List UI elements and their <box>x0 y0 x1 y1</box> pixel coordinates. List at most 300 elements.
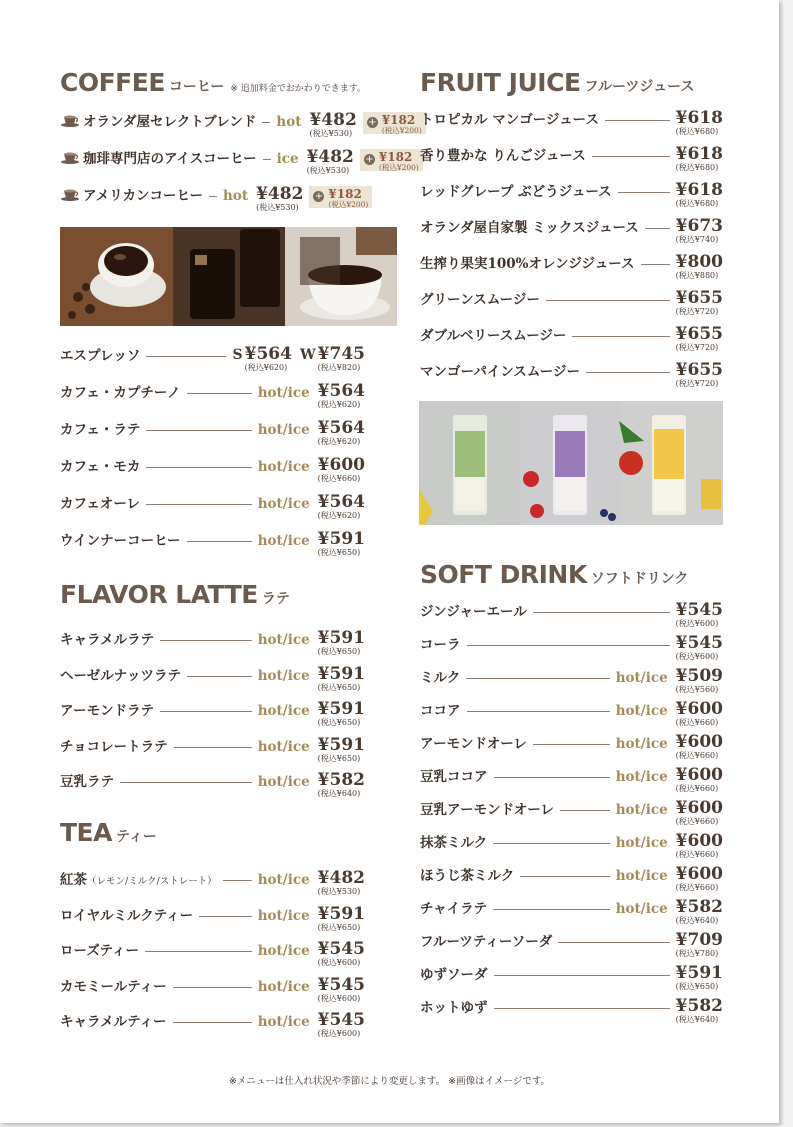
price-tax: (税込¥680) <box>675 199 719 208</box>
item-name-text: ミルク <box>420 670 461 686</box>
item-name <box>420 110 599 128</box>
item-name <box>60 870 217 890</box>
price-block <box>318 420 365 446</box>
price: ¥545 <box>675 633 723 653</box>
item-name <box>60 457 140 475</box>
item-name-text: ココア <box>420 703 461 719</box>
flavor-section-title <box>60 578 365 618</box>
price-block <box>676 218 723 244</box>
menu-item-row <box>60 701 365 737</box>
temperature-label: hot/ice <box>615 769 668 785</box>
menu-item-row <box>420 965 723 998</box>
menu-item-row <box>60 457 365 494</box>
coffee-photo <box>60 227 397 326</box>
price-tax: (税込¥650) <box>317 753 361 763</box>
smoothie-photo <box>419 401 723 525</box>
leader-line <box>605 120 670 121</box>
item-name <box>420 998 488 1016</box>
price-block <box>318 630 365 656</box>
temperature-label: hot/ice <box>615 868 668 884</box>
price: ¥591 <box>317 699 365 719</box>
price-tax: (税込¥650) <box>317 682 361 692</box>
price: ¥600 <box>317 455 365 475</box>
item-name <box>83 112 256 130</box>
item-name <box>420 602 527 620</box>
price-tax: (税込¥660) <box>675 784 719 793</box>
menu-item-row <box>60 903 365 942</box>
item-name-text: 豆乳アーモンドオーレ <box>420 802 554 818</box>
plus-icon: + <box>314 191 324 202</box>
item-name-text: ジンジャーエール <box>420 604 527 620</box>
leader-line <box>592 156 670 157</box>
leader-line <box>618 192 670 193</box>
item-name-text: キャラメルラテ <box>60 632 155 648</box>
item-name-text: カフェ・モカ <box>60 459 141 475</box>
price-tax: (税込¥740) <box>675 235 719 244</box>
price: ¥564 <box>317 492 365 512</box>
item-name <box>420 668 460 686</box>
item-name <box>420 734 527 752</box>
price-tax: (税込¥660) <box>675 718 719 727</box>
price-block <box>318 870 365 896</box>
coffee-refill-list <box>60 110 422 223</box>
price-block <box>676 254 723 280</box>
leader-line <box>160 711 252 712</box>
temperature-label: hot/ice <box>615 703 668 719</box>
price-tax: (税込¥620) <box>244 363 288 372</box>
price-tax: (税込¥530) <box>306 166 350 175</box>
item-name-text: オランダ屋自家製 ミックスジュース <box>420 220 639 236</box>
price-tax: (税込¥600) <box>675 619 719 628</box>
price: ¥591 <box>317 628 365 648</box>
price: ¥482 <box>309 110 357 130</box>
item-name <box>60 494 140 512</box>
menu-item-row <box>60 630 365 666</box>
menu-item-row <box>60 184 369 223</box>
espresso-row <box>60 346 365 383</box>
menu-item-row <box>60 772 365 808</box>
leader-line <box>493 909 610 910</box>
soft-title-jp: ソフトドリンク <box>590 571 689 587</box>
temperature-label: hot/ice <box>257 774 310 790</box>
leader-line <box>533 744 610 745</box>
item-name-text: チャイラテ <box>420 901 488 917</box>
price-tax: (税込¥560) <box>675 685 719 694</box>
item-name-text: オランダ屋セレクトブレンド <box>83 114 257 130</box>
price: ¥600 <box>675 699 723 719</box>
price-tax: (税込¥650) <box>317 548 361 557</box>
price-block <box>317 734 365 763</box>
price-block <box>676 701 723 727</box>
leader-line <box>146 430 251 431</box>
item-name-text: フルーツティーソーダ <box>420 934 553 950</box>
item-name-text: チョコレートラテ <box>60 738 168 755</box>
plus-icon: + <box>365 154 374 165</box>
price-tax: (税込¥600) <box>317 993 361 1003</box>
temperature-label: hot/ice <box>257 907 310 924</box>
price-tax: (税込¥880) <box>675 271 719 280</box>
refill-badge <box>360 149 423 171</box>
item-name <box>420 932 552 950</box>
price-block <box>676 800 723 826</box>
price-tax: (税込¥530) <box>317 887 361 896</box>
item-name-sub: （レモン/ミルク/ストレート） <box>87 876 217 887</box>
price-tax: (税込¥720) <box>675 343 719 352</box>
item-name <box>83 149 257 167</box>
left-column <box>60 66 422 1038</box>
leader-line <box>173 1022 252 1023</box>
item-name-text: コーラ <box>420 637 461 653</box>
item-name-text: ゆずソーダ <box>420 967 488 983</box>
price-block <box>317 663 365 692</box>
flavor-title-jp: ラテ <box>261 591 290 607</box>
espresso-size-w <box>300 346 365 372</box>
price: ¥482 <box>306 147 354 167</box>
leader-line <box>223 880 252 881</box>
refill-tax: (税込¥200) <box>381 126 422 135</box>
price-block <box>318 701 365 727</box>
price-tax: (税込¥600) <box>317 1029 361 1038</box>
item-name <box>420 800 554 818</box>
leader-line <box>467 645 670 646</box>
item-name-text: レッドグレープ ぶどうジュース <box>420 184 612 200</box>
item-name-text: カフェ・ラテ <box>60 422 141 438</box>
item-name <box>420 362 580 380</box>
flavor-title: FLAVOR LATTE <box>60 580 258 609</box>
size-label: W <box>299 347 316 363</box>
item-name-text: アーモンドオーレ <box>420 736 527 752</box>
price: ¥600 <box>675 765 723 785</box>
price-tax: (税込¥640) <box>675 916 719 925</box>
temperature-label: hot/ice <box>257 385 310 401</box>
price: ¥545 <box>675 600 723 620</box>
leader-line <box>467 711 610 712</box>
refill-tax: (税込¥200) <box>328 200 369 209</box>
price-block <box>676 326 723 352</box>
price: ¥745 <box>317 344 365 364</box>
refill-price-block <box>382 114 422 135</box>
menu-item-row <box>420 602 723 635</box>
temperature-label: hot/ice <box>257 872 310 888</box>
temperature-label: hot/ice <box>257 978 310 995</box>
juice-section-title <box>420 66 723 106</box>
flavor-list <box>60 630 365 808</box>
temperature-label: hot/ice <box>257 943 310 959</box>
coffee-list <box>60 383 365 568</box>
temperature-label: hot/ice <box>257 632 310 648</box>
price: ¥582 <box>317 770 365 790</box>
item-name-text: ウインナーコーヒー <box>60 533 181 549</box>
price-block <box>318 1012 365 1038</box>
leader-line <box>645 228 670 229</box>
juice-title-jp: フルーツジュース <box>584 79 695 95</box>
price-block <box>307 149 354 175</box>
item-name <box>420 701 461 719</box>
price: ¥655 <box>675 324 723 344</box>
price: ¥591 <box>675 963 723 983</box>
item-name-text: ローズティー <box>60 943 139 959</box>
price: ¥655 <box>675 288 723 308</box>
price-tax: (税込¥720) <box>675 307 719 316</box>
price-block <box>676 965 723 991</box>
item-name: エスプレッソ <box>60 348 141 364</box>
leader-line <box>160 640 252 641</box>
price-tax: (税込¥600) <box>675 652 719 661</box>
leader-line <box>494 777 610 778</box>
menu-item-row <box>420 668 723 701</box>
item-name-text: カフェオーレ <box>60 496 141 512</box>
item-name <box>83 186 203 204</box>
price-block <box>317 974 365 1003</box>
menu-item-row <box>420 767 723 800</box>
item-name <box>60 941 139 959</box>
item-name <box>60 737 168 755</box>
price-block <box>676 734 723 760</box>
refill-price-block <box>379 151 419 172</box>
leader-line <box>263 159 271 160</box>
soft-title: SOFT DRINK <box>420 560 587 589</box>
price-block <box>256 186 303 212</box>
leader-line <box>466 678 610 679</box>
price: ¥673 <box>675 216 723 236</box>
price: ¥600 <box>675 864 723 884</box>
temperature-label: hot/ice <box>615 835 668 851</box>
item-name-text: アーモンドラテ <box>60 703 155 719</box>
price: ¥618 <box>675 144 723 164</box>
leader-line <box>146 504 252 505</box>
leader-line <box>494 975 670 976</box>
menu-item-row <box>420 734 723 767</box>
right-column <box>420 66 723 1024</box>
menu-item-row <box>420 932 723 965</box>
item-name <box>60 383 181 401</box>
item-name-text: キャラメルティー <box>60 1014 167 1030</box>
item-name-text: マンゴーパインスムージー <box>420 364 580 380</box>
refill-price: ¥182 <box>378 150 413 164</box>
item-name-text: 紅茶 <box>60 872 87 888</box>
leader-line <box>262 122 270 123</box>
menu-item-row <box>420 182 723 218</box>
price-block <box>318 494 365 520</box>
tea-title-jp: ティー <box>115 829 157 845</box>
item-name <box>420 833 487 851</box>
leader-line <box>520 876 610 877</box>
price-tax: (税込¥620) <box>317 400 361 409</box>
price: ¥509 <box>675 666 723 686</box>
leader-line <box>146 356 226 357</box>
item-name <box>60 420 140 438</box>
item-name-text: トロピカル マンゴージュース <box>420 112 599 128</box>
leader-line <box>560 810 610 811</box>
leader-line <box>146 467 251 468</box>
temperature-label: hot/ice <box>257 1014 310 1030</box>
coffee-section-title <box>60 66 365 106</box>
item-name <box>60 531 181 549</box>
item-name <box>420 635 461 653</box>
item-name-text: ダブルベリースムージー <box>420 328 567 344</box>
price: ¥591 <box>317 903 365 924</box>
price-tax: (税込¥680) <box>675 163 719 172</box>
menu-item-row <box>60 941 365 977</box>
item-name <box>420 146 586 164</box>
item-name-text: アメリカンコーヒー <box>83 188 204 204</box>
price-tax: (税込¥600) <box>317 958 361 967</box>
item-name <box>420 218 639 236</box>
menu-item-row <box>60 494 365 531</box>
price: ¥618 <box>675 180 723 200</box>
soft-list <box>420 602 723 1031</box>
price-block <box>676 146 723 172</box>
item-name <box>420 326 566 344</box>
price-block <box>676 668 723 694</box>
espresso-size-s <box>232 346 291 372</box>
menu-item-row <box>420 866 723 899</box>
item-name <box>420 866 514 884</box>
coffee-title: COFFEE <box>60 68 165 97</box>
price: ¥618 <box>675 108 723 128</box>
coffee-cup-icon <box>60 149 80 161</box>
price-tax: (税込¥650) <box>317 647 361 656</box>
price-tax: (税込¥660) <box>675 751 719 760</box>
price-block <box>318 457 365 483</box>
menu-item-row <box>420 635 723 668</box>
leader-line <box>209 196 217 197</box>
temperature-label: hot <box>276 114 302 130</box>
refill-price: ¥182 <box>328 187 362 201</box>
price: ¥591 <box>317 734 365 755</box>
price-block <box>676 110 723 136</box>
price-block <box>676 899 723 925</box>
price-tax: (税込¥620) <box>317 437 361 446</box>
leader-line <box>187 676 252 677</box>
price: ¥600 <box>675 732 723 752</box>
item-name <box>60 977 167 995</box>
price-tax: (税込¥820) <box>317 363 361 372</box>
item-name-text: カモミールティー <box>60 978 167 995</box>
leader-line <box>572 336 669 337</box>
price-block <box>309 112 356 138</box>
price-tax: (税込¥650) <box>675 982 719 991</box>
menu-item-row <box>60 974 365 1013</box>
menu-item-row <box>420 701 723 734</box>
menu-item-row <box>60 734 365 773</box>
price-tax: (税込¥620) <box>317 511 361 520</box>
temperature-label: hot/ice <box>257 422 310 438</box>
item-name <box>60 772 114 790</box>
price-tax: (税込¥660) <box>317 474 361 483</box>
item-name-text: 豆乳ココア <box>420 769 488 785</box>
menu-item-row <box>420 833 723 866</box>
price-tax: (税込¥650) <box>317 718 361 727</box>
leader-line <box>641 264 670 265</box>
menu-item-row <box>420 254 723 290</box>
price: ¥582 <box>675 996 723 1016</box>
menu-item-row <box>60 663 365 702</box>
leader-line <box>174 747 252 748</box>
price: ¥545 <box>317 939 365 959</box>
refill-badge <box>309 186 372 208</box>
menu-item-row <box>420 326 723 362</box>
price: ¥591 <box>317 529 365 549</box>
item-name <box>420 254 635 272</box>
price-block <box>676 998 723 1024</box>
item-name-text: ロイヤルミルクティー <box>60 907 194 924</box>
price: ¥564 <box>244 344 292 364</box>
menu-item-row <box>60 531 365 568</box>
price-block <box>676 290 723 316</box>
menu-item-row <box>60 420 365 457</box>
price-tax: (税込¥650) <box>317 922 361 932</box>
temperature-label: hot/ice <box>257 703 310 719</box>
leader-line <box>120 782 252 783</box>
price-tax: (税込¥660) <box>675 883 719 892</box>
price-tax: (税込¥680) <box>675 127 719 136</box>
plus-icon: + <box>368 117 377 128</box>
temperature-label: hot/ice <box>257 533 310 549</box>
menu-item-row <box>60 147 419 186</box>
leader-line <box>145 951 252 952</box>
item-name <box>60 906 193 924</box>
menu-item-row <box>60 1012 365 1048</box>
soft-section-title <box>420 558 723 598</box>
price-tax: (税込¥530) <box>309 129 353 138</box>
temperature-label: hot/ice <box>615 802 668 818</box>
leader-line <box>199 916 252 917</box>
price: ¥600 <box>675 831 723 851</box>
coffee-cup-icon <box>60 112 80 124</box>
temperature-label: hot/ice <box>257 738 310 755</box>
refill-tax: (税込¥200) <box>378 163 419 172</box>
leader-line <box>494 1008 670 1009</box>
price-tax: (税込¥640) <box>317 789 361 798</box>
price: ¥545 <box>317 1010 365 1030</box>
item-name <box>420 182 612 200</box>
item-name <box>60 630 154 648</box>
leader-line <box>546 300 670 301</box>
temperature-label: hot/ice <box>257 496 310 512</box>
tea-list <box>60 870 365 1048</box>
item-name-text: ほうじ茶ミルク <box>420 868 515 884</box>
juice-list <box>420 110 723 398</box>
price-block <box>676 635 723 661</box>
price-tax: (税込¥640) <box>675 1015 719 1024</box>
menu-item-row <box>420 110 723 146</box>
item-name <box>420 767 488 785</box>
refill-badge <box>363 112 426 134</box>
temperature-label: hot/ice <box>615 670 668 686</box>
price: ¥800 <box>675 252 723 272</box>
price: ¥564 <box>317 381 365 401</box>
price: ¥482 <box>317 868 365 888</box>
price-block <box>676 602 723 628</box>
price-tax: (税込¥780) <box>675 949 719 958</box>
item-name-text: ヘーゼルナッツラテ <box>60 667 181 684</box>
refill-price-block <box>328 188 368 209</box>
menu-item-row <box>420 218 723 254</box>
tea-section-title <box>60 816 365 856</box>
item-name-text: 生搾り果実100%オレンジジュース <box>420 256 635 272</box>
price-block <box>676 182 723 208</box>
price-block <box>676 866 723 892</box>
menu-item-row <box>420 146 723 182</box>
refill-note: ※ 追加料金でおかわりできます。 <box>230 84 367 94</box>
price: ¥582 <box>675 897 723 917</box>
price: ¥545 <box>317 974 365 995</box>
menu-item-row <box>420 998 723 1031</box>
item-name-text: 香り豊かな りんごジュース <box>420 148 586 164</box>
price-block <box>676 362 723 388</box>
menu-item-row <box>420 899 723 932</box>
